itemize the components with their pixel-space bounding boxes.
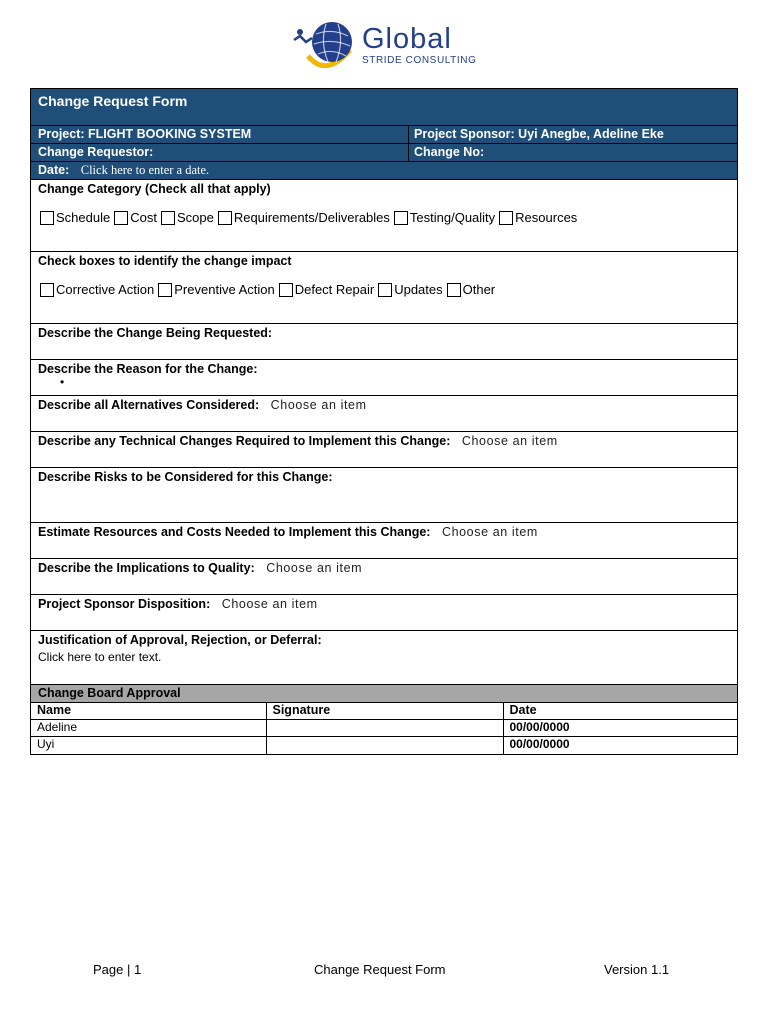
checkbox-schedule[interactable]: Schedule: [40, 210, 110, 225]
column-header-name: Name: [31, 703, 266, 720]
signature-cell[interactable]: [266, 737, 503, 754]
checkbox-icon: [161, 211, 175, 225]
technical-changes-label: Describe any Technical Changes Required to Implement this Change:: [38, 434, 451, 448]
date-field: [31, 162, 209, 179]
change-board-approval-header: Change Board Approval: [31, 684, 737, 702]
checkbox-icon: [158, 283, 172, 297]
risks-label: Describe Risks to be Considered for this Change:: [38, 470, 333, 484]
describe-reason-label: Describe the Reason for the Change:: [38, 362, 258, 376]
checkbox-scope[interactable]: Scope: [161, 210, 214, 225]
disposition-label: Project Sponsor Disposition:: [38, 597, 211, 611]
checkbox-icon: [218, 211, 232, 225]
change-category-label: Change Category (Check all that apply): [38, 182, 271, 196]
resources-costs-section: [31, 522, 737, 558]
change-impact-label: Check boxes to identify the change impact: [38, 254, 292, 268]
table-row: [31, 720, 737, 737]
change-no-field[interactable]: Change No:: [414, 145, 485, 159]
checkbox-testing-quality[interactable]: Testing/Quality: [394, 210, 495, 225]
quality-section: [31, 558, 737, 594]
checkbox-defect-repair[interactable]: Defect Repair: [279, 282, 374, 297]
approver-name: Adeline: [31, 720, 266, 737]
checkbox-icon: [378, 283, 392, 297]
requestor-row: [31, 143, 737, 161]
column-header-signature: Signature: [266, 703, 503, 720]
quality-dropdown[interactable]: Choose an item: [266, 561, 363, 575]
checkbox-icon: [279, 283, 293, 297]
checkbox-icon: [114, 211, 128, 225]
checkbox-requirements[interactable]: Requirements/Deliverables: [218, 210, 390, 225]
checkbox-icon: [40, 211, 54, 225]
checkbox-preventive-action[interactable]: Preventive Action: [158, 282, 274, 297]
checkbox-icon: [447, 283, 461, 297]
describe-change-label: Describe the Change Being Requested:: [38, 326, 273, 340]
footer-title: Change Request Form: [314, 962, 446, 977]
checkbox-icon: [40, 283, 54, 297]
project-row: [31, 125, 737, 143]
footer-version: Version 1.1: [604, 962, 670, 977]
approval-table-header: [31, 703, 737, 720]
change-category-section: [31, 179, 737, 251]
checkbox-icon: [499, 211, 513, 225]
project-field: Project: FLIGHT BOOKING SYSTEM: [31, 126, 409, 143]
checkbox-resources[interactable]: Resources: [499, 210, 577, 225]
alternatives-label: Describe all Alternatives Considered:: [38, 398, 260, 412]
checkbox-updates[interactable]: Updates: [378, 282, 442, 297]
disposition-dropdown[interactable]: Choose an item: [221, 597, 318, 611]
signature-cell[interactable]: [266, 720, 503, 737]
disposition-section: [31, 594, 737, 630]
risks-section[interactable]: [31, 467, 737, 522]
globe-logo-icon: [292, 20, 356, 72]
justification-label: Justification of Approval, Rejection, or Deferral:: [38, 633, 322, 647]
change-request-form: [30, 88, 738, 755]
resources-costs-dropdown[interactable]: Choose an item: [441, 525, 538, 539]
technical-changes-section: [31, 431, 737, 467]
date-label: Date:: [38, 163, 70, 177]
approval-date[interactable]: 00/00/0000: [503, 737, 737, 754]
checkbox-corrective-action[interactable]: Corrective Action: [40, 282, 154, 297]
logo-tagline: STRIDE CONSULTING: [362, 55, 477, 66]
approval-date[interactable]: 00/00/0000: [503, 720, 737, 737]
describe-change-section[interactable]: [31, 323, 737, 359]
bullet-point: •: [60, 375, 65, 389]
logo-name: Global: [362, 23, 452, 55]
company-logo: [292, 20, 482, 72]
change-impact-section: [31, 251, 737, 323]
checkbox-other[interactable]: Other: [447, 282, 496, 297]
quality-label: Describe the Implications to Quality:: [38, 561, 255, 575]
date-row: [31, 161, 737, 179]
approval-table: [31, 702, 737, 754]
approver-name: Uyi: [31, 737, 266, 754]
date-picker[interactable]: Click here to enter a date.: [80, 163, 210, 177]
table-row: [31, 737, 737, 754]
justification-text-field[interactable]: Click here to enter text.: [38, 650, 162, 664]
requestor-field[interactable]: Change Requestor:: [31, 144, 409, 161]
sponsor-field: Project Sponsor: Uyi Anegbe, Adeline Eke: [414, 127, 664, 141]
checkbox-cost[interactable]: Cost: [114, 210, 157, 225]
checkbox-icon: [394, 211, 408, 225]
column-header-date: Date: [503, 703, 737, 720]
form-title: Change Request Form: [31, 89, 737, 125]
alternatives-section: [31, 395, 737, 431]
technical-changes-dropdown[interactable]: Choose an item: [461, 434, 558, 448]
justification-section: [31, 630, 737, 684]
describe-reason-section[interactable]: [31, 359, 737, 395]
alternatives-dropdown[interactable]: Choose an item: [270, 398, 367, 412]
resources-costs-label: Estimate Resources and Costs Needed to Implement this Change:: [38, 525, 431, 539]
footer-page-number: Page | 1: [93, 962, 142, 977]
